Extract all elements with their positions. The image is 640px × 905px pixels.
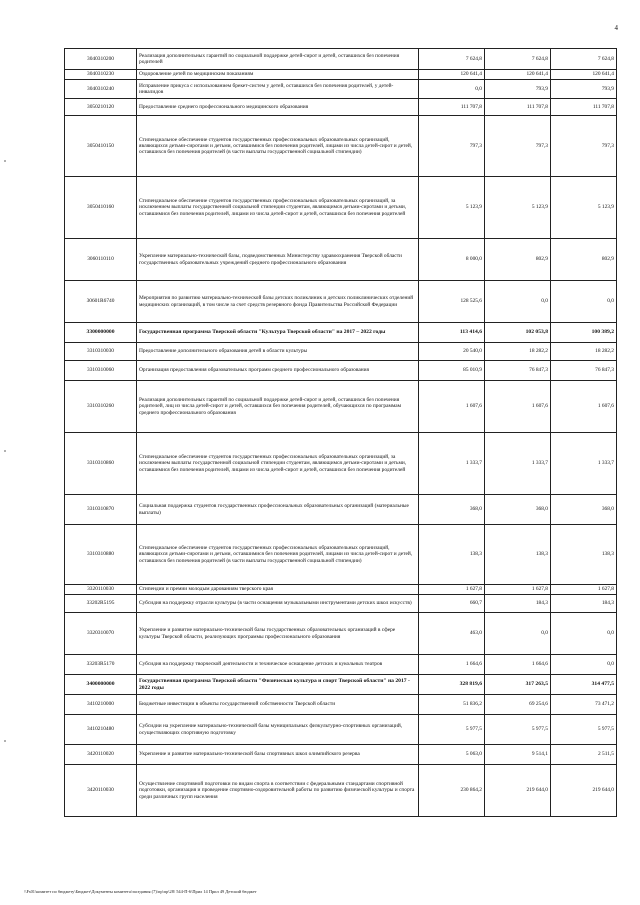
cell-value-2022: 5 123,9	[551, 177, 617, 239]
cell-value-2020: 5 977,5	[419, 715, 485, 745]
cell-value-2021: 5 977,5	[485, 715, 551, 745]
cell-value-2020: 463,0	[419, 613, 485, 655]
table-row	[65, 99, 617, 116]
table-row	[65, 655, 617, 675]
cell-description: Стипендиальное обеспечение студентов государственных профессиональных образовательных организаций, за исключением выплаты государственной социальной стипендии студентам, являющимся детьми-сиротами и детьми, оставшимися без попечения родителей, лицами из числа детей-сирот и детей, оставшихся без попечения родителей	[137, 433, 419, 495]
cell-value-2020: 138,3	[419, 525, 485, 585]
cell-description: Стипендии и премии молодым дарованиям тверского края	[137, 585, 419, 595]
cell-value-2021: 18 282,2	[485, 343, 551, 361]
table-row	[65, 765, 617, 817]
cell-description: Укрепление материально-технической базы, подведомственных Министерству здравоохранения Тверской области государственных образовательных учреждений среднего профессионального образования	[137, 239, 419, 281]
cell-value-2021: 793,9	[485, 80, 551, 99]
cell-value-2021: 1 627,8	[485, 585, 551, 595]
cell-value-2021: 368,0	[485, 495, 551, 525]
cell-description: Социальная поддержка студентов государственных профессиональных образовательных организаций (материальные выплаты)	[137, 495, 419, 525]
table-row	[65, 361, 617, 381]
punch-hole-mark	[4, 160, 6, 162]
cell-description: Предоставление дополнительного образования детей в области культуры	[137, 343, 419, 361]
cell-value-2022: 793,9	[551, 80, 617, 99]
punch-hole-mark	[4, 450, 6, 452]
cell-description: Субсидии на укрепление материально-технической базы муниципальных физкультурно-спортивных организаций, осуществляющих спортивную подготовку	[137, 715, 419, 745]
cell-value-2022: 76 847,3	[551, 361, 617, 381]
cell-description: Государственная программа Тверской области "Физическая культура и спорт Тверской области" на 2017 - 2022 годы	[137, 675, 419, 695]
cell-code: 3420110020	[65, 745, 137, 765]
cell-value-2022: 1 627,8	[551, 585, 617, 595]
cell-value-2021: 0,0	[485, 281, 551, 323]
cell-value-2022: 73 471,2	[551, 695, 617, 715]
cell-code: 3300000000	[65, 323, 137, 343]
cell-value-2022: 1 333,7	[551, 433, 617, 495]
cell-code: 3310310030	[65, 343, 137, 361]
file-path-footer: \\Fs01\комитет по бюджету\Бюджет\Документы комитета\заседания (7)\пр\пр\28\ 544-П-6\Прил 14 Прил 49 Детский бюджет	[24, 889, 257, 894]
program-row	[65, 323, 617, 343]
cell-value-2020: 328 819,6	[419, 675, 485, 695]
cell-value-2022: 368,0	[551, 495, 617, 525]
cell-value-2022: 797,3	[551, 116, 617, 177]
cell-value-2021: 219 644,0	[485, 765, 551, 817]
cell-value-2022: 138,3	[551, 525, 617, 585]
table-row	[65, 613, 617, 655]
cell-code: 3310310260	[65, 381, 137, 433]
cell-code: 3060110110	[65, 239, 137, 281]
cell-value-2020: 8 000,0	[419, 239, 485, 281]
cell-value-2021: 317 263,5	[485, 675, 551, 695]
cell-description: Субсидия на поддержку творческой деятельности и техническое оснащение детских и кукольных театров	[137, 655, 419, 675]
table-row	[65, 585, 617, 595]
cell-description: Стипендиальное обеспечение студентов государственных профессиональных образовательных организаций, являющихся детьми-сиротами и детьми, оставшимися без попечения родителей, лицами из числа детей-сирот и детей, оставшихся без попечения родителей (в части выплаты государственной социальной стипендии)	[137, 116, 419, 177]
cell-code: 3040310230	[65, 70, 137, 80]
cell-description: Субсидия на поддержку отрасли культуры (в части оснащения музыкальными инструментами детских школ искусств)	[137, 595, 419, 613]
table-row	[65, 177, 617, 239]
page-number: 4	[614, 24, 618, 32]
cell-value-2020: 1 664,6	[419, 655, 485, 675]
cell-value-2022: 0,0	[551, 281, 617, 323]
cell-description: Мероприятия по развитию материально-технической базы детских поликлиник и детских поликлинических отделений медицинских организаций, в том числе за счет средств резервного фонда Правительства Российской Федерации	[137, 281, 419, 323]
cell-code: 3420110030	[65, 765, 137, 817]
cell-value-2022: 314 477,5	[551, 675, 617, 695]
cell-code: 3310310880	[65, 525, 137, 585]
cell-description: Стипендиальное обеспечение студентов государственных профессиональных образовательных организаций, являющихся детьми-сиротами и детьми, оставшимися без попечения родителей, лицами из числа детей-сирот и детей, оставшихся без попечения родителей (в части выплаты государственной социальной стипендии)	[137, 525, 419, 585]
cell-code: 3040310200	[65, 49, 137, 70]
cell-value-2021: 120 641,4	[485, 70, 551, 80]
table-row	[65, 715, 617, 745]
cell-description: Укрепление и развитие материально-технической базы государственных образовательных организаций в сфере культуры Тверской области, реализующих программы профессионального образования	[137, 613, 419, 655]
table-row	[65, 495, 617, 525]
cell-code: 3310310870	[65, 495, 137, 525]
cell-value-2021: 1 333,7	[485, 433, 551, 495]
cell-code: 33203R5170	[65, 655, 137, 675]
cell-value-2021: 802,9	[485, 239, 551, 281]
cell-code: 30601R6740	[65, 281, 137, 323]
cell-value-2022: 2 511,5	[551, 745, 617, 765]
cell-value-2022: 1 607,6	[551, 381, 617, 433]
cell-description: Осуществление спортивной подготовки по видам спорта в соответствии с федеральными стандартами спортивной подготовки, организация и проведение спортивно-оздоровительной работы по развитию физической культуры и спорта среди различных групп населения	[137, 765, 419, 817]
cell-value-2021: 102 053,8	[485, 323, 551, 343]
table-row	[65, 381, 617, 433]
table-row	[65, 281, 617, 323]
cell-value-2020: 230 864,2	[419, 765, 485, 817]
cell-value-2021: 1 607,6	[485, 381, 551, 433]
cell-code: 3320110030	[65, 585, 137, 595]
cell-value-2022: 100 389,2	[551, 323, 617, 343]
cell-value-2021: 0,0	[485, 613, 551, 655]
cell-value-2020: 7 624,8	[419, 49, 485, 70]
cell-value-2021: 5 123,9	[485, 177, 551, 239]
cell-value-2020: 128 525,6	[419, 281, 485, 323]
table-row	[65, 70, 617, 80]
cell-code: 3400000000	[65, 675, 137, 695]
cell-value-2022: 802,9	[551, 239, 617, 281]
cell-description: Государственная программа Тверской области "Культура Тверской области" на 2017 – 2022 годы	[137, 323, 419, 343]
program-row	[65, 675, 617, 695]
cell-value-2020: 0,0	[419, 80, 485, 99]
cell-value-2020: 660,7	[419, 595, 485, 613]
cell-value-2020: 113 414,6	[419, 323, 485, 343]
cell-value-2022: 184,3	[551, 595, 617, 613]
cell-code: 3040310240	[65, 80, 137, 99]
table-row	[65, 80, 617, 99]
table-row	[65, 49, 617, 70]
cell-value-2021: 9 514,1	[485, 745, 551, 765]
cell-code: 3410210480	[65, 715, 137, 745]
cell-code: 3050410160	[65, 177, 137, 239]
budget-table	[64, 48, 617, 817]
cell-description: Бюджетные инвестиции в объекты государственной собственности Тверской области	[137, 695, 419, 715]
cell-description: Предоставление среднего профессионального медицинского образования	[137, 99, 419, 116]
cell-code: 3410210000	[65, 695, 137, 715]
punch-hole-mark	[4, 740, 6, 742]
cell-description: Реализация дополнительных гарантий по социальной поддержке детей-сирот и детей, оставшихся без попечения родителей	[137, 49, 419, 70]
cell-value-2020: 5 063,0	[419, 745, 485, 765]
cell-value-2021: 69 254,6	[485, 695, 551, 715]
cell-value-2020: 1 627,8	[419, 585, 485, 595]
cell-value-2021: 138,3	[485, 525, 551, 585]
cell-code: 33202R5195	[65, 595, 137, 613]
cell-value-2022: 5 977,5	[551, 715, 617, 745]
cell-value-2021: 76 847,3	[485, 361, 551, 381]
cell-value-2020: 797,3	[419, 116, 485, 177]
cell-code: 3310310860	[65, 433, 137, 495]
cell-value-2020: 120 641,4	[419, 70, 485, 80]
cell-value-2022: 7 624,8	[551, 49, 617, 70]
cell-value-2020: 51 836,2	[419, 695, 485, 715]
cell-value-2022: 0,0	[551, 613, 617, 655]
cell-code: 3320310070	[65, 613, 137, 655]
cell-description: Укрепление и развитие материально-технической базы спортивных школ олимпийского резерва	[137, 745, 419, 765]
cell-value-2021: 7 624,8	[485, 49, 551, 70]
cell-value-2020: 1 333,7	[419, 433, 485, 495]
cell-description: Оздоровление детей по медицинским показаниям	[137, 70, 419, 80]
cell-value-2020: 85 010,9	[419, 361, 485, 381]
cell-value-2022: 219 644,0	[551, 765, 617, 817]
cell-value-2021: 184,3	[485, 595, 551, 613]
table-row	[65, 525, 617, 585]
cell-value-2021: 1 664,6	[485, 655, 551, 675]
cell-value-2020: 20 540,0	[419, 343, 485, 361]
cell-code: 3310310060	[65, 361, 137, 381]
cell-value-2021: 797,3	[485, 116, 551, 177]
cell-value-2022: 18 282,2	[551, 343, 617, 361]
cell-value-2022: 120 641,4	[551, 70, 617, 80]
cell-value-2022: 0,0	[551, 655, 617, 675]
table-row	[65, 433, 617, 495]
cell-value-2020: 368,0	[419, 495, 485, 525]
cell-description: Реализация дополнительных гарантий по социальной поддержке детей-сирот и детей, оставшихся без попечения родителей, лиц из числа детей-сирот и детей, оставшихся без попечения родителей, обучающихся по программам среднего профессионального образования	[137, 381, 419, 433]
cell-description: Организация предоставления образовательных программ среднего профессионального образования	[137, 361, 419, 381]
cell-code: 3050210120	[65, 99, 137, 116]
cell-description: Исправление прикуса с использованием брекет-систем у детей, оставшихся без попечения родителей, у детей-инвалидов	[137, 80, 419, 99]
cell-value-2022: 111 707,8	[551, 99, 617, 116]
cell-value-2021: 111 707,8	[485, 99, 551, 116]
cell-value-2020: 5 123,9	[419, 177, 485, 239]
table-row	[65, 745, 617, 765]
table-row	[65, 595, 617, 613]
budget-table-body	[65, 49, 617, 817]
table-row	[65, 239, 617, 281]
cell-code: 3050410150	[65, 116, 137, 177]
cell-value-2020: 111 707,8	[419, 99, 485, 116]
cell-description: Стипендиальное обеспечение студентов государственных профессиональных образовательных организаций, за исключением выплаты государственной социальной стипендии студентам, являющимся детьми-сиротами и детьми, оставшимися без попечения родителей, лицами из числа детей-сирот и детей, оставшихся без попечения родителей	[137, 177, 419, 239]
table-row	[65, 343, 617, 361]
table-row	[65, 695, 617, 715]
cell-value-2020: 1 607,6	[419, 381, 485, 433]
table-row	[65, 116, 617, 177]
